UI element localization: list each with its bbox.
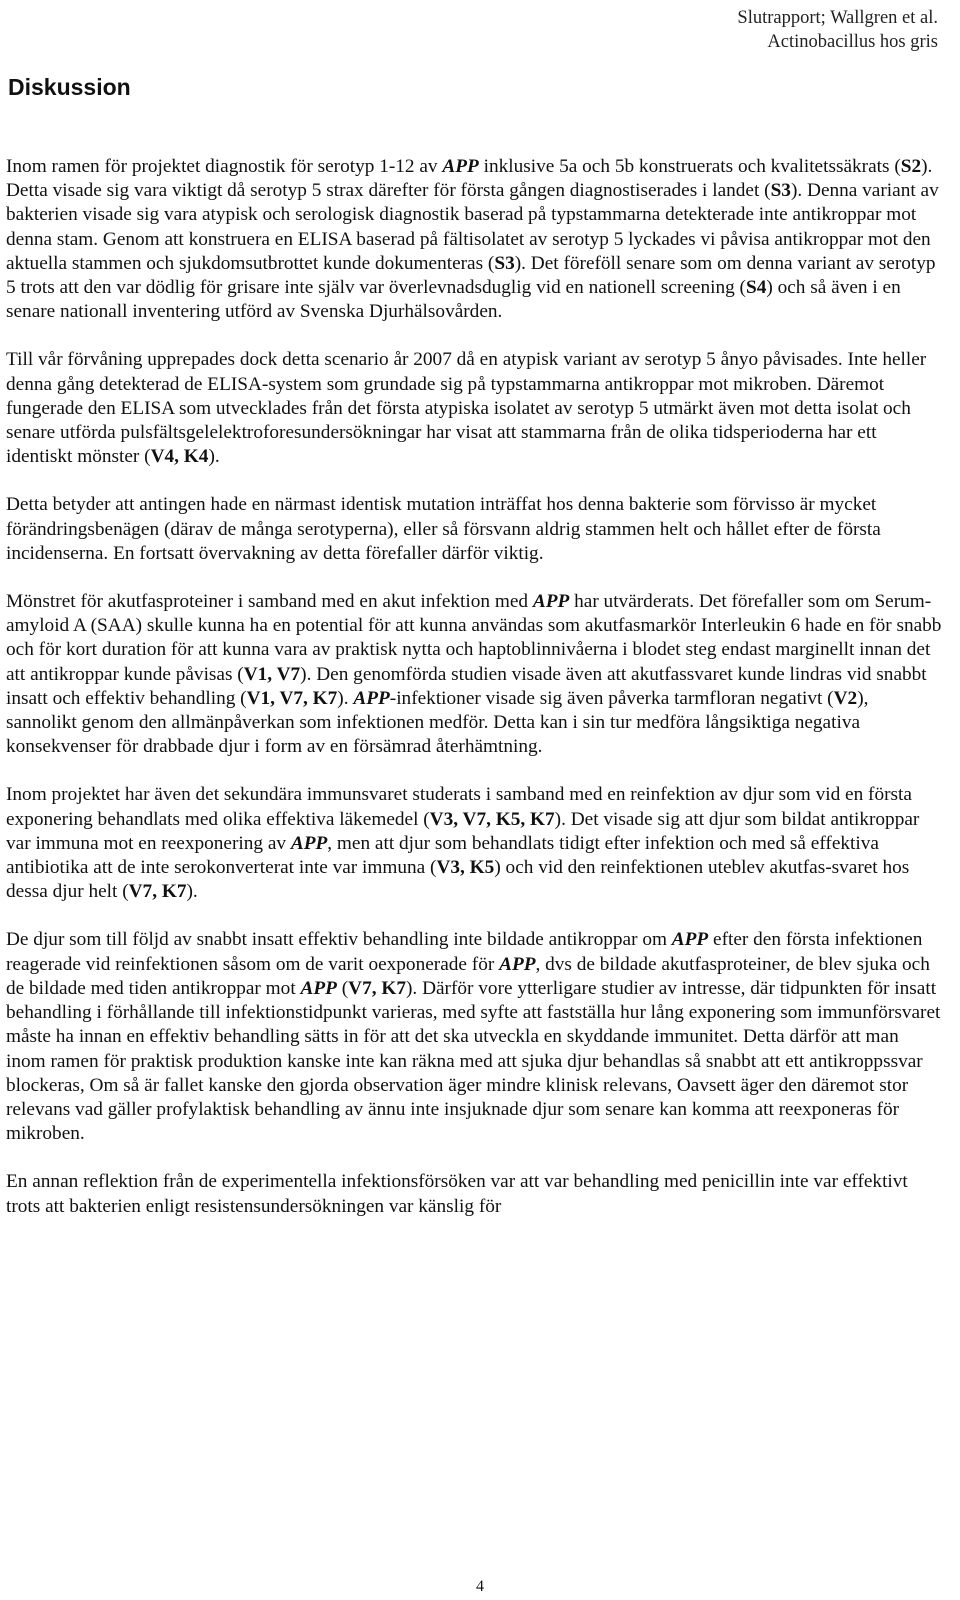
reference-text: V1, V7, K7 xyxy=(246,687,338,709)
reference-text: V3, K5 xyxy=(436,857,495,879)
text-run: ) och vid den reinfektionen uteblev akutfas-svaret hos dessa djur helt ( xyxy=(6,857,910,903)
header-title: Actinobacillus hos gris xyxy=(767,32,938,52)
text-run: har utvärderats. Det förefaller som om Serum-amyloid A (SAA) skulle kunna ha en potential för att kunna användas som akutfasmarkör Interleukin 6 hade en för snabb och för kort duration för att kunna vara av praktisk nytta och haptoblinnivåerna i blodet steg endast marginellt innan det att antikroppar kunde påvisas ( xyxy=(6,591,942,685)
reference-text: S3 xyxy=(494,252,515,274)
reference-text xyxy=(672,929,708,950)
emphasis-text: APP xyxy=(300,977,337,999)
text-run: ) och så även i en senare nationall inventering utförd av Svenska Djurhälsovården. xyxy=(6,277,901,323)
emphasis-text: APP xyxy=(290,832,328,854)
body-text xyxy=(6,155,942,1243)
reference-text: V7, K7 xyxy=(128,881,187,903)
text-run: , dvs de bildade akutfasproteiner, de blev sjuka och de bildade med tiden antikroppar mot xyxy=(6,953,930,999)
reference-text xyxy=(442,156,478,177)
paragraph xyxy=(6,348,942,469)
text-run: ). Det visade sig att djur som bildat antikroppar var immuna mot en reexponering av xyxy=(6,808,920,854)
paragraph xyxy=(6,493,942,566)
text-run: De djur som till följd av snabbt insatt effektiv behandling inte bildade antikroppar om xyxy=(6,929,672,951)
text-run: Till vår förvåning upprepades dock detta scenario år 2007 då en atypisk variant av serotyp 5 ånyo påvisades. Inte heller denna gång detekterad de ELISA-system som grundade sig på typstammarna antikroppar mot mikroben. Däremot fungerade den ELISA som utvecklades från det första atypiska isolatet av serotyp 5 utmärkt även mot detta isolat och senare utförda pulsfältsgelelektroforesundersökningar har visat att stammarna från de olika tidsperioderna har ett identiskt mönster ( xyxy=(6,349,927,468)
text-run: Mönstret för akutfasproteiner i samband med en akut infektion med xyxy=(6,591,533,613)
text-run: ), sannolikt genom den allmänpåverkan som infektionen medför. Detta kan i sin tur medföra långsiktiga negativa konsekvenser för drabbade djur i form av en försämrad återhämtning. xyxy=(6,687,869,758)
text-run: -infektioner visade sig även påverka tarmfloran negativt ( xyxy=(389,687,834,709)
reference-text: V7, K7 xyxy=(348,977,407,999)
reference-text: V4, K4 xyxy=(150,446,209,468)
page-number: 4 xyxy=(476,1578,484,1595)
paragraph xyxy=(6,928,942,1146)
emphasis-text: APP xyxy=(671,929,709,951)
text-run: inklusive 5a och 5b konstruerats och kvalitetssäkrats ( xyxy=(478,156,901,177)
emphasis-text: APP xyxy=(353,687,390,709)
reference-text xyxy=(301,978,337,999)
paragraph xyxy=(6,155,942,324)
paragraph xyxy=(6,590,942,759)
reference-text xyxy=(499,954,535,975)
header-author: Slutrapport; Wallgren et al. xyxy=(737,8,938,28)
text-run: ). xyxy=(186,881,198,903)
reference-text: S3 xyxy=(770,180,791,202)
text-run: ). xyxy=(337,687,354,709)
text-run: ). Detta visade sig vara viktigt då serotyp 5 strax därefter för första gången diagnostiserades i landet ( xyxy=(6,156,933,202)
reference-text: V3, V7, K5, K7 xyxy=(429,808,555,830)
reference-text: V2 xyxy=(833,687,858,709)
text-run: ). Därför vore ytterligare studier av intresse, där tidpunkten för insatt behandling i förhållande till infektionstidpunkt varieras, med syfte att fastställa hur lång exponering som immunförsvaret måste ha innan en effektiv behandling sätts in för att det ska utveckla en skyddande immunitet. Detta därför att man inom ramen för praktisk produktion kanske inte kan räkna med att sjuka djur behandlas så snabbt att ett antikroppssvar blockeras, Om så är fallet kanske den gjorda observation äger mindre klinisk relevans, Oavsett äger den däremot stor relevans vad gäller profylaktisk behandling av ännu inte insjuknade djur som senare kan komma att reexponeras för mikroben. xyxy=(6,977,941,1145)
running-header xyxy=(737,6,938,54)
text-run: Inom ramen för projektet diagnostik för serotyp 1-12 av xyxy=(6,156,443,177)
reference-text: V1, V7 xyxy=(243,663,301,685)
text-run: Detta betyder att antingen hade en närmast identisk mutation inträffat hos denna bakterie som förvisso är mycket förändringsbenägen (därav de många serotyperna), eller så försvann aldrig stammen helt och hållet efter de första incidenserna. En fortsatt övervakning av detta förefaller därför viktig. xyxy=(6,494,881,564)
text-run: En annan reflektion från de experimentella infektionsförsöken var att var behandling med penicillin inte var effektivt trots att bakterien enligt resistensundersökningen var känslig för xyxy=(6,1171,908,1217)
emphasis-text: APP xyxy=(499,953,536,975)
text-run: efter den första infektionen reagerade vid reinfektionen såsom om de varit oexponerade för xyxy=(6,929,923,975)
text-run: ). xyxy=(208,446,220,468)
reference-text: S2 xyxy=(900,156,922,177)
reference-text xyxy=(353,688,389,709)
emphasis-text: APP xyxy=(442,156,479,177)
text-run: Inom projektet har även det sekundära immunsvaret studerats i samband med en reinfektion av djur som vid en första exponering behandlats med olika effektiva läkemedel ( xyxy=(6,784,912,830)
paragraph xyxy=(6,783,942,904)
section-title: Diskussion xyxy=(8,74,131,100)
text-run: ). Denna variant av bakterien visade sig vara atypisk och serologisk diagnostik baserad på typstammarna detekterade inte antikroppar mot denna stam. Genom att konstruera en ELISA baserad på fältisolatet av serotyp 5 lyckades vi påvisa antikroppar mot den aktuella stammen och sjukdomsutbrottet kunde dokumenteras ( xyxy=(6,180,939,274)
text-run: , men att djur som behandlats tidigt efter infektion och med så effektiva antibiotika att de inte serokonverterat inte var immuna ( xyxy=(6,832,879,879)
paragraph xyxy=(6,1170,942,1218)
reference-text xyxy=(291,833,327,854)
reference-text: S4 xyxy=(745,277,767,299)
reference-text xyxy=(533,591,569,612)
emphasis-text: APP xyxy=(532,591,570,613)
text-run: ). Den genomförda studien visade även att akutfassvaret kunde lindras vid snabbt insatt och effektiv behandling ( xyxy=(6,663,927,709)
text-run: ( xyxy=(336,977,349,999)
text-run: ). Det föreföll senare som om denna variant av serotyp 5 trots att den var dödlig för grisare inte själv var överlevnadsduglig vid en nationell screening ( xyxy=(6,252,936,299)
